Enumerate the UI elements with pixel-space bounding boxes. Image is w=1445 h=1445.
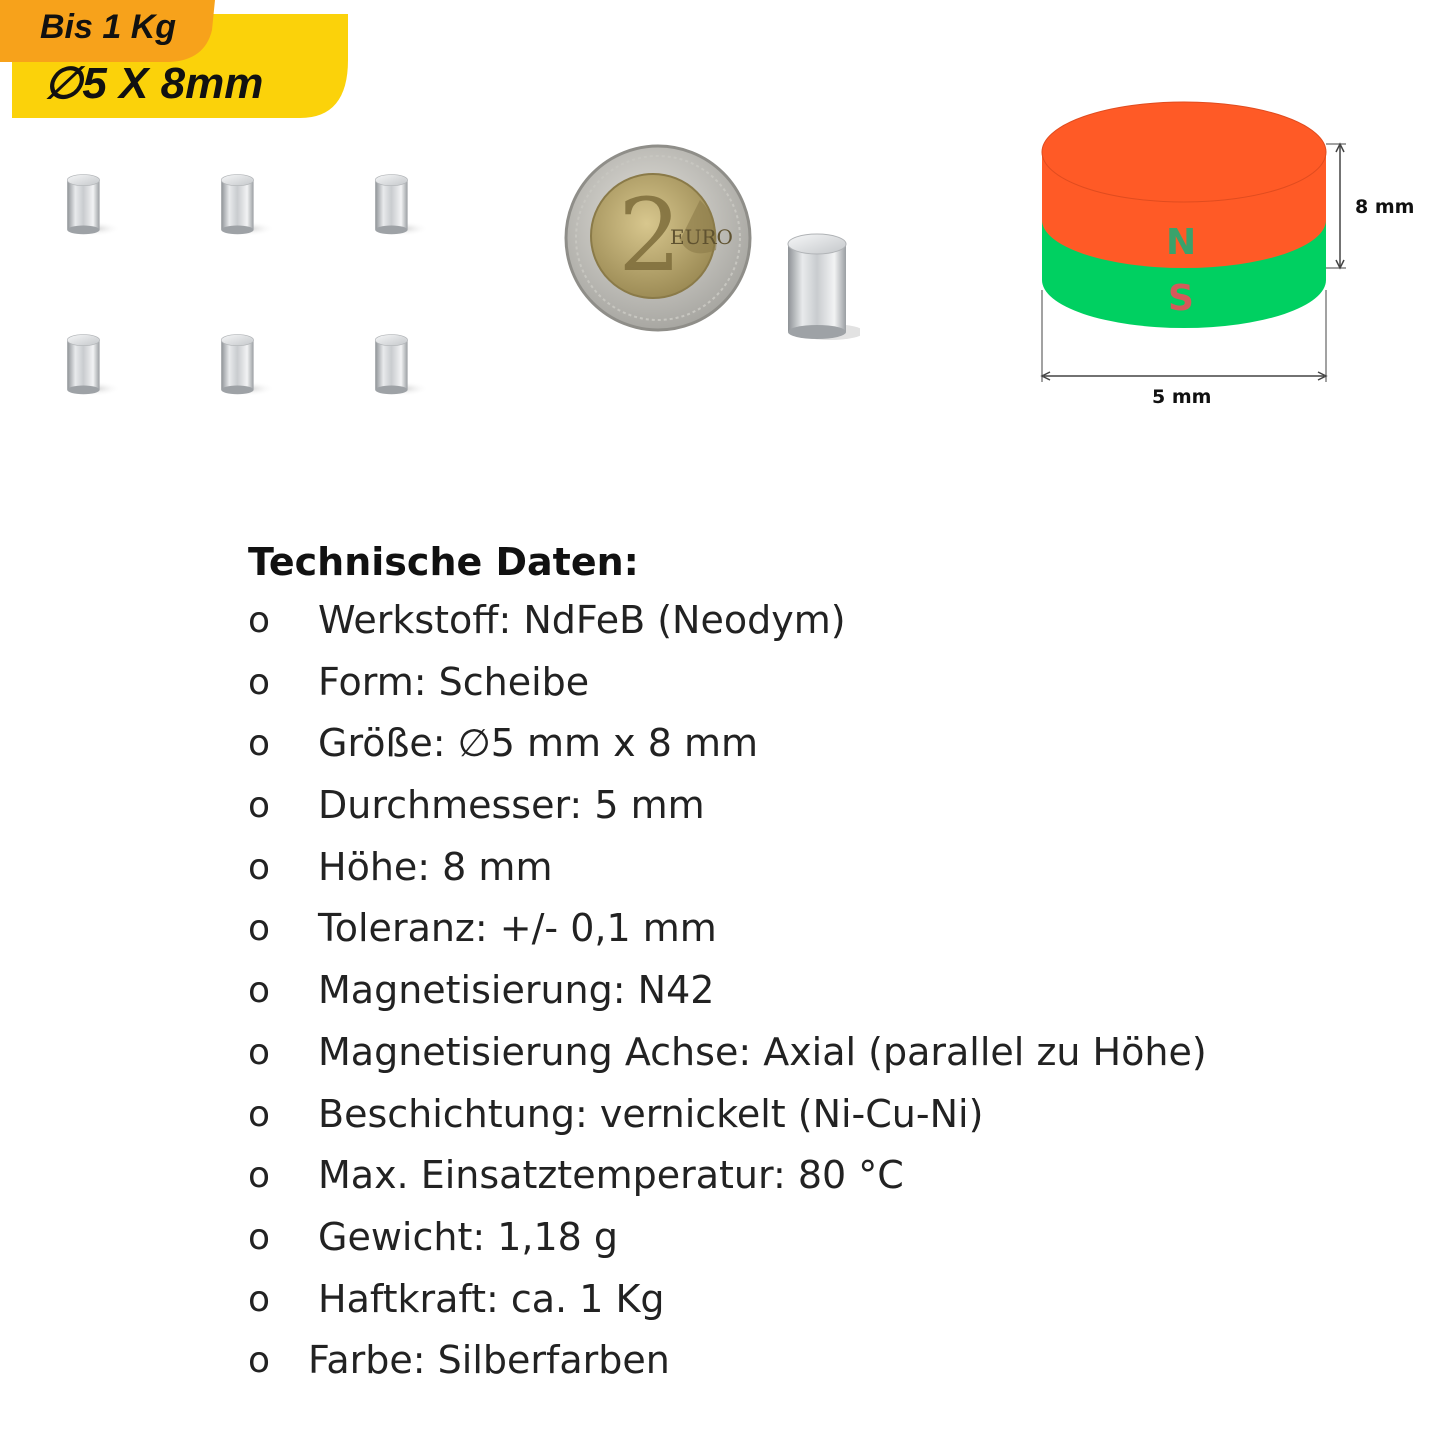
spec-list bbox=[248, 590, 1428, 1392]
magnet-pole-illustration bbox=[1030, 90, 1430, 420]
magnet-photo bbox=[374, 316, 430, 414]
spec-item bbox=[248, 1269, 1428, 1331]
specs-title: Technische Daten: bbox=[248, 540, 639, 584]
spec-bullet: o bbox=[248, 661, 271, 703]
spec-text: Höhe: 8 mm bbox=[318, 844, 553, 889]
spec-bullet: o bbox=[248, 600, 271, 641]
spec-text: Farbe: Silberfarben bbox=[308, 1338, 670, 1383]
spec-text: Werkstoff: NdFeB (Neodym) bbox=[318, 598, 846, 642]
spec-item bbox=[248, 898, 1428, 960]
spec-bullet: o bbox=[248, 908, 271, 950]
magnet-photo bbox=[66, 156, 122, 254]
badge-weight-label: Bis 1 Kg bbox=[40, 8, 177, 46]
spec-bullet: o bbox=[248, 1278, 271, 1320]
magnet-photo bbox=[66, 316, 122, 414]
spec-bullet: o bbox=[248, 970, 271, 1012]
spec-bullet: o bbox=[248, 785, 271, 827]
spec-item bbox=[248, 837, 1428, 899]
spec-bullet: o bbox=[248, 1031, 271, 1073]
spec-bullet: o bbox=[248, 1216, 271, 1258]
north-pole-label: N bbox=[1166, 222, 1197, 263]
spec-text: Form: Scheibe bbox=[318, 659, 590, 704]
product-photo-grid bbox=[50, 140, 480, 430]
magnet-photo bbox=[374, 156, 430, 254]
spec-item bbox=[248, 713, 1428, 775]
spec-item bbox=[248, 775, 1428, 837]
spec-text: Gewicht: 1,18 g bbox=[318, 1214, 619, 1259]
spec-bullet: o bbox=[248, 846, 271, 888]
spec-text: Magnetisierung: N42 bbox=[318, 968, 715, 1013]
spec-item bbox=[248, 1330, 1428, 1392]
south-pole-label: S bbox=[1168, 278, 1194, 319]
spec-text: Toleranz: +/- 0,1 mm bbox=[318, 906, 717, 951]
spec-text: Größe: ∅5 mm x 8 mm bbox=[318, 721, 759, 766]
size-badge bbox=[0, 0, 360, 125]
coin-currency-text: EURO bbox=[670, 225, 733, 249]
spec-text: Magnetisierung Achse: Axial (parallel zu Höhe) bbox=[318, 1029, 1207, 1074]
magnet-dimension-diagram bbox=[1030, 90, 1430, 420]
spec-item bbox=[248, 1207, 1428, 1269]
spec-item bbox=[248, 1022, 1428, 1084]
spec-item bbox=[248, 1145, 1428, 1207]
spec-item bbox=[248, 960, 1428, 1022]
spec-bullet: o bbox=[248, 1155, 271, 1197]
magnet-photo bbox=[220, 156, 276, 254]
spec-item bbox=[248, 652, 1428, 714]
coin-value-text: 2 bbox=[618, 177, 682, 294]
spec-item bbox=[248, 590, 1428, 652]
technical-specs bbox=[248, 534, 1428, 1392]
spec-text: Max. Einsatztemperatur: 80 °C bbox=[318, 1153, 904, 1198]
spec-text: Durchmesser: 5 mm bbox=[318, 783, 705, 828]
spec-text: Haftkraft: ca. 1 Kg bbox=[318, 1276, 665, 1321]
spec-bullet: o bbox=[248, 723, 271, 765]
magnet-photo bbox=[220, 316, 276, 414]
spec-bullet: o bbox=[248, 1340, 271, 1382]
spec-text: Beschichtung: vernickelt (Ni-Cu-Ni) bbox=[318, 1091, 984, 1136]
height-dimension-label: 8 mm bbox=[1355, 196, 1415, 218]
spec-bullet: o bbox=[248, 1093, 271, 1135]
spec-item bbox=[248, 1084, 1428, 1146]
euro-coin-illustration bbox=[540, 140, 860, 340]
badge-size-label: ∅5 X 8mm bbox=[44, 59, 264, 108]
width-dimension-label: 5 mm bbox=[1152, 386, 1212, 408]
coin-size-comparison bbox=[540, 140, 860, 340]
